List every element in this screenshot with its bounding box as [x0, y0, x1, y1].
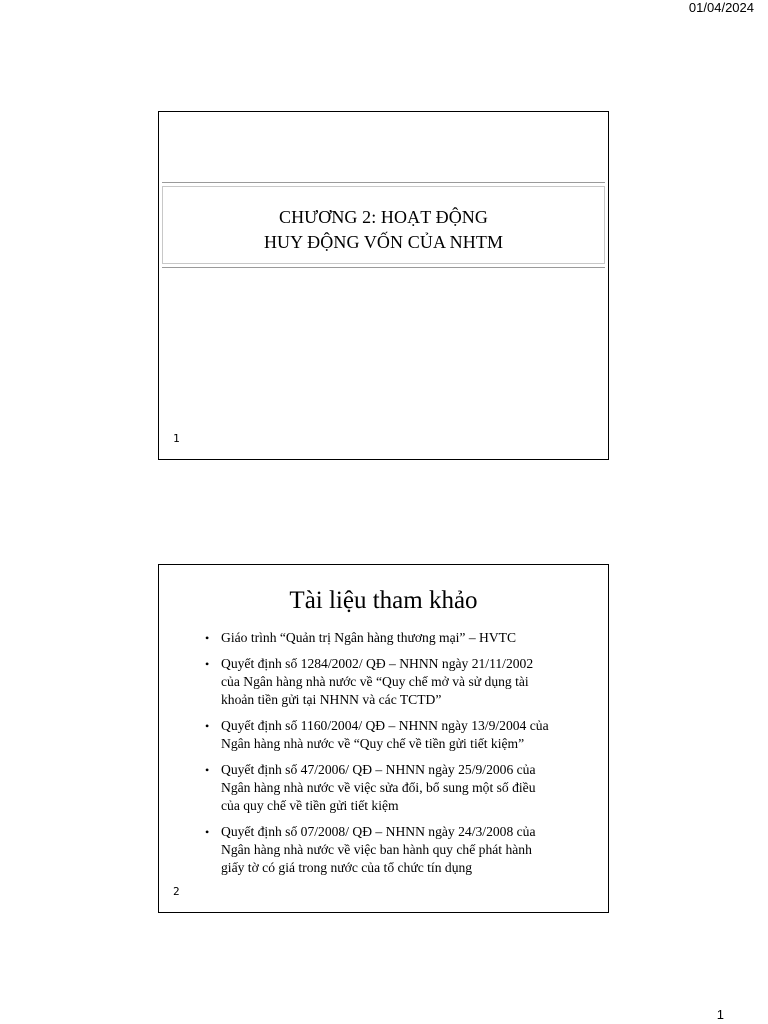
reference-item [203, 717, 592, 753]
reference-item [203, 655, 592, 709]
reference-text-line: Ngân hàng nhà nước về “Quy chế về tiền gửi tiết kiệm” [221, 736, 525, 751]
reference-item [203, 761, 592, 815]
reference-text-line: Ngân hàng nhà nước về việc sửa đổi, bổ sung một số điều [221, 780, 536, 795]
bullet-icon: • [205, 631, 210, 645]
slide-number: 2 [173, 885, 180, 898]
print-date: 01/04/2024 [688, 0, 754, 15]
slide-heading: Tài liệu tham khảo [289, 587, 478, 614]
slide-number: 1 [173, 432, 180, 445]
reference-item [203, 823, 592, 877]
reference-text-line: Giáo trình “Quản trị Ngân hàng thương mại” – HVTC [221, 630, 517, 645]
bullet-icon: • [205, 763, 210, 777]
reference-text-line: Quyết định số 07/2008/ QĐ – NHNN ngày 24/3/2008 của [221, 824, 536, 839]
reference-text-line: của Ngân hàng nhà nước về “Quy chế mở và sử dụng tài [221, 674, 529, 689]
reference-list [203, 629, 592, 885]
page-number: 1 [716, 1007, 724, 1022]
slide-1 [158, 111, 609, 460]
reference-item [203, 629, 592, 647]
reference-text-line: của quy chế về tiền gửi tiết kiệm [221, 798, 399, 813]
reference-text-line: Quyết định số 1160/2004/ QĐ – NHNN ngày 13/9/2004 của [221, 718, 549, 733]
reference-text-line: giấy tờ có giá trong nước của tổ chức tín dụng [221, 860, 473, 875]
bullet-icon: • [205, 719, 210, 733]
bullet-icon: • [205, 825, 210, 839]
reference-text-line: Ngân hàng nhà nước về việc ban hành quy chế phát hành [221, 842, 532, 857]
reference-text-line: khoản tiền gửi tại NHNN và các TCTD” [221, 692, 442, 707]
reference-text-line: Quyết định số 47/2006/ QĐ – NHNN ngày 25/9/2006 của [221, 762, 536, 777]
slide-title-line-2: HUY ĐỘNG VỐN CỦA NHTM [263, 232, 504, 252]
bullet-icon: • [205, 657, 210, 671]
slide-2 [158, 564, 609, 913]
reference-text-line: Quyết định số 1284/2002/ QĐ – NHNN ngày 21/11/2002 [221, 656, 534, 671]
slide-title-line-1: CHƯƠNG 2: HOẠT ĐỘNG [278, 207, 489, 227]
